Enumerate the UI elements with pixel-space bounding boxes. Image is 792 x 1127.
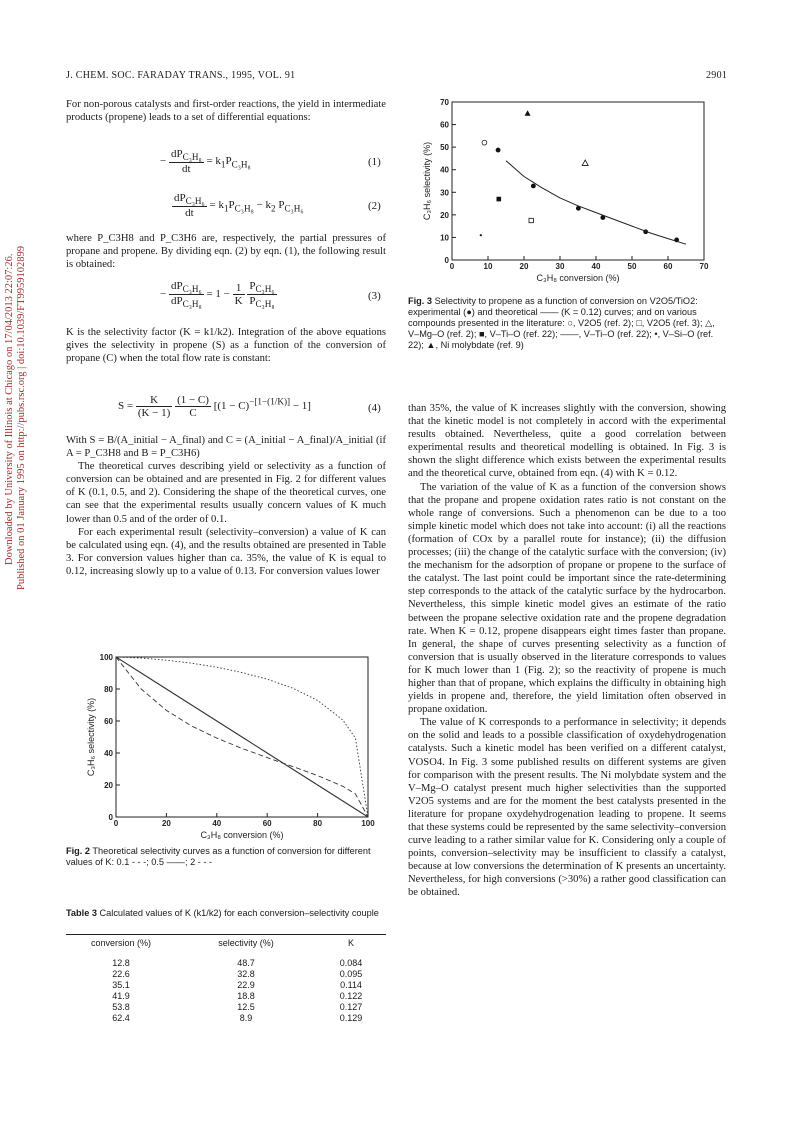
table3-caption-text: Calculated values of K (k1/k2) for each conversion–selectivity couple [99,908,379,918]
x-tick-label: 0 [113,819,119,828]
equation-2: $\frac{dP_{C_3H_6}}{dt}$ = $k_1P_{C_3H_8} - k_2$ $P_{C_3H_6}$ [174,192,304,220]
table3-caption [66,908,386,919]
with-text: With S = B/(A_initial − A_final) and C = (A_initial − A_final)/A_initial (if A = P_C3H8 and B = P_C3H6) [66,435,386,460]
fig2-caption-label: Fig. 2 [66,846,90,856]
y-axis-label: C₃H₆ selectivity (%) [86,697,96,777]
point-v-si-o [480,234,482,236]
left-paragraph-1: The theoretical curves describing yield or selectivity as a function of conversion can be obtained and are presented in Fig. 2 for different values of K (0.1, 0.5, and 2). Considering the shape of the theoretical curves, one can see that the experimental results usually concern values of K much lower than 0.5 and of the order of 0.1. [66,461,386,525]
fig3-chart [412,92,724,288]
fig3-caption-label: Fig. 3 [408,296,432,306]
table-row: 62.4 8.9 0.129 [112,1012,363,1023]
point-experimental [496,148,501,153]
theoretical-curve [506,161,686,245]
fig2-caption-text: Theoretical selectivity curves as a function of conversion for different values of K: 0.1 - - -; 0.5 ——; 2 - - - [66,846,371,867]
y-tick-label: 60 [440,120,449,130]
plot-frame [452,102,704,260]
point-v-mg-o [582,160,588,166]
x-axis-label: C₃H₈ conversion (%) [200,830,284,840]
x-tick-label: 30 [555,262,565,271]
y-tick-label: 50 [440,143,449,153]
watermark-line-1: Downloaded by University of Illinois at Chicago on 17/04/2013 22:07:26. [4,253,15,565]
table-row: 35.1 22.9 0.114 [112,979,362,990]
body-right [408,402,726,900]
x-tick-label: 40 [591,262,601,271]
right-paragraph-3: The value of K corresponds to a performance in selectivity; it depends on the solid and leads to a possible classification of oxydehydrogenation catalysts. Such a kinetic model has been verified on a different catalyst, VOSO4. In Fig. 3 some published results on different systems are given for comparison with the present results. The Ni molybdate system and the V–Mg–O catalyst present much higher selectivities than the supported V2O5 systems and are for the moment the best catalysts presented in the literature for propane oxydehydrogenation leading to propene. It seems that these systems could be represented by the same selectivity–conversion curve leading to a rather similar value for K. Considering only a couple of points, conversion–selectivity may be insufficient to classify a catalyst, because at low conversions the determination of K presents an uncertainty. Nevertheless, for high conversions (>30%) a rather good classification can be obtained. [408,717,727,899]
x-tick-label: 80 [313,819,323,828]
x-axis-label: C₃H₈ conversion (%) [536,273,620,283]
x-tick-label: 100 [361,819,375,828]
table-row: 53.8 12.5 0.127 [112,1001,363,1012]
y-tick-label: 40 [104,749,113,758]
equation-1-number: (1) [368,156,381,168]
point-ni-molybdate [525,110,531,116]
body-left [66,434,386,578]
fig2-caption [66,846,386,868]
where-paragraph [66,232,386,271]
where-text: where P_C3H8 and P_C3H6 are, respectively, the partial pressures of propane and propene. By dividing eqn. (2) by eqn. (1), the following result is obtained: [66,233,386,271]
equation-3-number: (3) [368,290,381,302]
left-paragraph-2: For each experimental result (selectivity–conversion) a value of K can be calculated using eqn. (4), and the results obtained are presented in Table 3. For conversion values higher than ca. 35%, the value of K is equal to 0.12, increasing slowly up to a value of 0.13. For conversion values lower [66,526,386,577]
fig2-chart [70,645,390,845]
k-paragraph [66,326,386,365]
col-k: K [347,938,354,948]
k-text: K is the selectivity factor (K = k1/k2). Integration of the above equations gives the selectivity in propene (S) as a function of the conversion of propane (C) when the total flow rate is constant: [66,327,386,365]
y-tick-label: 100 [99,653,113,662]
y-tick-label: 0 [444,256,449,265]
y-tick-label: 20 [104,781,113,790]
curve-k-1 [116,657,368,817]
equation-1: − $\frac{dP_{C_3H_8}}{dt}$ = $k_1P_{C_3H_8}$ [160,148,251,176]
table3-label: Table 3 [66,908,97,918]
right-paragraph-2: The variation of the value of K as a function of the conversion shows that the propane and propene oxidation rates ratio is not constant on the whole range of conversions. Such a phenomenon can be due to a too simple kinetic model which does not take into account: (i) all the reactions (formation of COx by a parallel route for instance); (ii) the diffusion processes; (iii) the change of the catalytic surface with the conversion; (iv) the mechanism for the adsorption of propane or propene to the surface of the catalyst. The last point could be important since the rate-determining step corresponds to the attack of the catalytic surface by the hydrocarbon. Nevertheless, this simple kinetic model gives an estimate of the ratio between the propane selective oxidation rate and the propene degradation rate. When K = 0.12, propene disappears eight times faster than propane. In general, the shape of curves presenting selectivity as a function of conversion that is usually observed in the literature corresponds to values for K much lower than 1 (Fig. 2); so the reactivity of propene is much higher than that of propane, which explains the difficulty in obtaining high yields in propene and, therefore, the yield limitation often observed in propane oxidation. [408,481,726,716]
y-tick-label: 80 [104,685,113,694]
running-header: J. CHEM. SOC. FARADAY TRANS., 1995, VOL. 91 [66,70,296,81]
y-tick-label: 30 [440,188,449,198]
col-selectivity: selectivity (%) [218,938,274,948]
equation-3: − $\frac{dP_{C_3H_6}}{dP_{C_3H_8}}$ = 1 − $\frac{1}{K}$ $\frac{P_{C_3H_6}}{P_{C_3H_8}}$ [160,280,275,310]
x-tick-label: 70 [699,262,709,271]
col-conversion: conversion (%) [90,938,152,948]
equation-4-number: (4) [368,402,381,414]
y-tick-label: 40 [440,165,449,175]
table-row: 12.8 48.7 0.084 [112,957,363,968]
watermark-line-2: Published on 01 January 1995 on http://pubs.rsc.org | doi:10.1039/FT9959102899 [16,245,27,590]
point-v2o5-ref3 [529,218,533,222]
x-tick-label: 0 [449,262,455,271]
equation-2-number: (2) [368,200,381,212]
x-tick-label: 50 [627,262,637,271]
point-v-ti-o [497,197,502,202]
point-experimental [531,184,536,189]
x-tick-label: 20 [161,819,171,828]
y-axis-label: C₃H₆ selectivity (%) [422,141,432,221]
point-v2o5-ref2 [482,140,487,145]
page-number: 2901 [706,70,728,81]
x-tick-label: 20 [519,262,529,271]
table-row: 22.6 32.8 0.095 [112,968,363,979]
y-tick-label: 0 [108,813,113,822]
fig3-caption [408,296,724,351]
x-tick-label: 60 [663,262,673,271]
download-watermark [0,0,27,1127]
intro-text: For non-porous catalysts and first-order reactions, the yield in intermediate products (propene) leads to a set of differential equations: [66,99,386,124]
x-tick-label: 10 [483,262,493,271]
table-header-row [66,935,386,955]
table-3 [66,934,386,1023]
table-row: 41.9 18.8 0.122 [112,990,363,1001]
equation-4: S = $\frac{K}{(K - 1)}$ $\frac{(1 - C)}{C}$ $[(1 - C)^{-[1-(1/K)]} - 1]$ [118,394,311,419]
x-tick-label: 40 [212,819,222,828]
y-tick-label: 20 [440,210,449,220]
intro-paragraph [66,98,386,124]
fig3-caption-text: Selectivity to propene as a function of conversion on V2O5/TiO2: experimental (●) and theoretical —— (K = 0.12) curves; and on various compounds presented in the literature: ○, V2O5 (ref. 2); □, V2O5 (ref. 3); △, V–Mg–O (ref. 2); ■, V–Ti–O (ref. 22); ——, V–Ti–O (ref. 22); •, V–Si–O (ref. 22); ▲, Ni molybdate (ref. 9) [408,296,715,350]
y-tick-label: 10 [440,233,449,243]
y-tick-label: 70 [440,98,449,107]
y-tick-label: 60 [104,717,113,726]
right-paragraph-1: than 35%, the value of K increases slightly with the conversion, showing that the kinetic model is not completely in accord with the experimental results obtained. Nevertheless, quite a good correlation between experimental results and theoretical modelling is obtained. In Fig. 3 is shown the slight difference which exists between the experimental results and the theoretical curve, obtained from eqn. (4) with K = 0.12. [408,403,726,480]
x-tick-label: 60 [262,819,272,828]
